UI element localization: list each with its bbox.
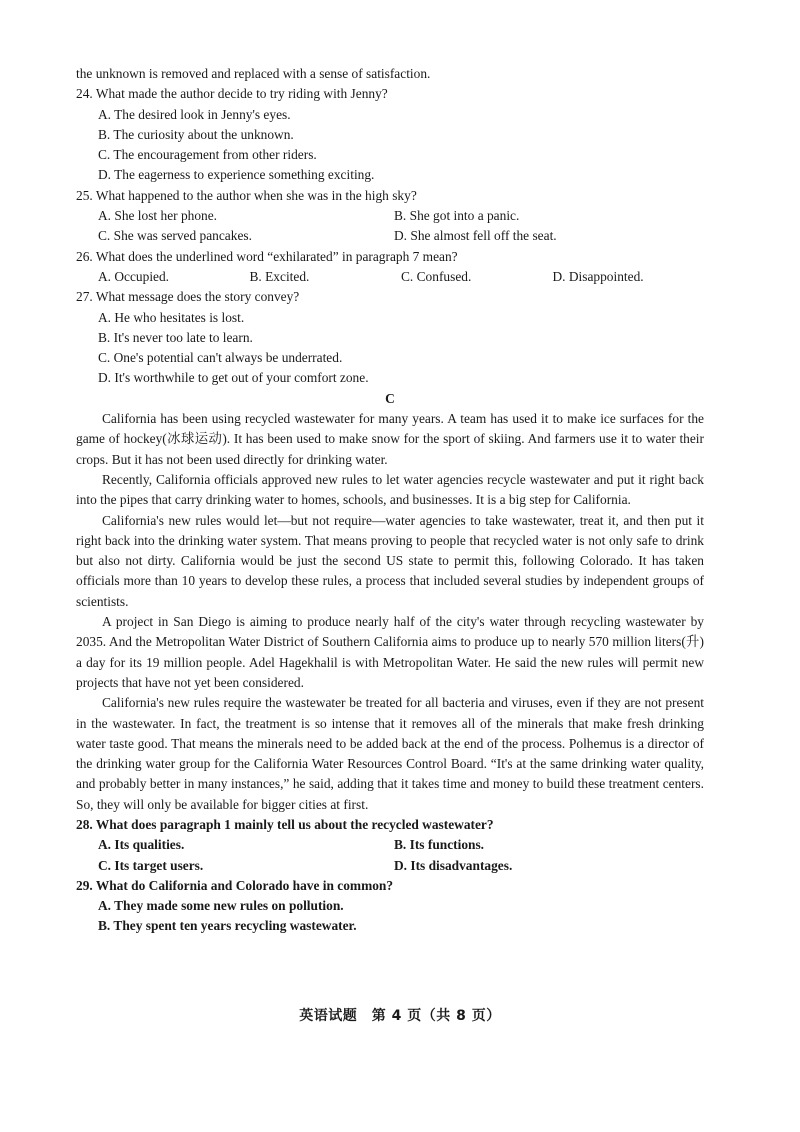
question-stem: 28. What does paragraph 1 mainly tell us about the recycled wastewater? xyxy=(76,816,494,832)
option-d: D. Disappointed. xyxy=(552,268,644,284)
option-b: B. The curiosity about the unknown. xyxy=(98,126,294,142)
option-row xyxy=(76,226,704,246)
option-a: A. The desired look in Jenny's eyes. xyxy=(98,106,291,122)
page-footer: 英语试题 第 4 页（共 8 页） xyxy=(299,1008,501,1024)
question-24 xyxy=(76,84,704,185)
question-26 xyxy=(76,247,704,288)
option-a: A. They made some new rules on pollution. xyxy=(98,898,344,914)
section-heading: C xyxy=(385,390,395,406)
option-b: B. Its functions. xyxy=(394,837,485,853)
option-row xyxy=(76,267,704,287)
question-29 xyxy=(76,876,704,937)
option-d: D. The eagerness to experience something exciting. xyxy=(98,167,375,183)
option-row xyxy=(76,856,704,876)
option-a: A. Occupied. xyxy=(98,268,170,284)
option-a: A. He who hesitates is lost. xyxy=(98,309,245,325)
question-27 xyxy=(76,287,704,388)
option-d: D. Its disadvantages. xyxy=(394,857,513,873)
option-c: C. One's potential can't always be underrated. xyxy=(98,350,343,366)
question-28 xyxy=(76,815,704,876)
option-b: B. They spent ten years recycling wastewater. xyxy=(98,918,357,934)
option-d: D. It's worthwhile to get out of your comfort zone. xyxy=(98,370,369,386)
passage-paragraph-2: Recently, California officials approved new rules to let water agencies recycle wastewater and put it right back into the pipes that carry drinking water to homes, schools, and businesses. It is a big step for California. xyxy=(76,471,704,508)
question-stem: 26. What does the underlined word “exhilarated” in paragraph 7 mean? xyxy=(76,248,458,264)
option-b: B. She got into a panic. xyxy=(394,208,520,224)
option-d: D. She almost fell off the seat. xyxy=(394,228,557,244)
option-b: B. Excited. xyxy=(249,268,310,284)
passage-paragraph-4: A project in San Diego is aiming to produce nearly half of the city's water through recycling wastewater by 2035. And the Metropolitan Water District of Southern California aims to produce up to nearly 570 million liters(升) a day for its 19 million people. Adel Hagekhalil is with Metropolitan Water. He said the new rules will permit new projects that have not yet been considered. xyxy=(76,614,704,690)
option-row xyxy=(76,835,704,855)
question-stem: 29. What do California and Colorado have in common? xyxy=(76,877,394,893)
passage-paragraph-3: California's new rules would let—but not require—water agencies to take wastewater, treat it, and then put it right back into the drinking water system. That means proving to people that recycled water is not only safe to drink but also not dirty. California would be just the second US state to permit this, following Colorado. It has taken officials more than 10 years to develop these rules, a process that included several studies by independent groups of scientists. xyxy=(76,512,704,609)
option-c: C. The encouragement from other riders. xyxy=(98,147,317,163)
question-stem: 25. What happened to the author when she was in the high sky? xyxy=(76,187,417,203)
option-c: C. Confused. xyxy=(401,268,472,284)
option-b: B. It's never too late to learn. xyxy=(98,329,253,345)
passage-paragraph-5: California's new rules require the wastewater be treated for all bacteria and viruses, even if they are not present in the wastewater. In fact, the treatment is so intense that it removes all of the minerals that make fresh drinking water taste good. That means the minerals need to be added back at the end of the process. Polhemus is a director of the drinking water group for the California Water Resources Control Board. “It's at the same drinking water quality, and probably better in many instances,” he said, adding that it takes time and money to build these treatment centers. So, they will only be available for bigger cities at first. xyxy=(76,695,704,812)
option-c: C. Its target users. xyxy=(98,857,204,873)
question-stem: 27. What message does the story convey? xyxy=(76,289,300,305)
question-25 xyxy=(76,186,704,247)
passage-paragraph-1: California has been using recycled wastewater for many years. A team has used it to make ice surfaces for the game of hockey(冰球运动). It has been used to make snow for the sport of skiing. And farmers use it to water their crops. But it has not been used directly for drinking water. xyxy=(76,411,704,467)
option-row xyxy=(76,206,704,226)
option-a: A. Its qualities. xyxy=(98,837,185,853)
continued-text: the unknown is removed and replaced with a sense of satisfaction. xyxy=(76,66,431,81)
option-c: C. She was served pancakes. xyxy=(98,228,252,244)
option-a: A. She lost her phone. xyxy=(98,208,218,224)
question-stem: 24. What made the author decide to try riding with Jenny? xyxy=(76,86,388,102)
